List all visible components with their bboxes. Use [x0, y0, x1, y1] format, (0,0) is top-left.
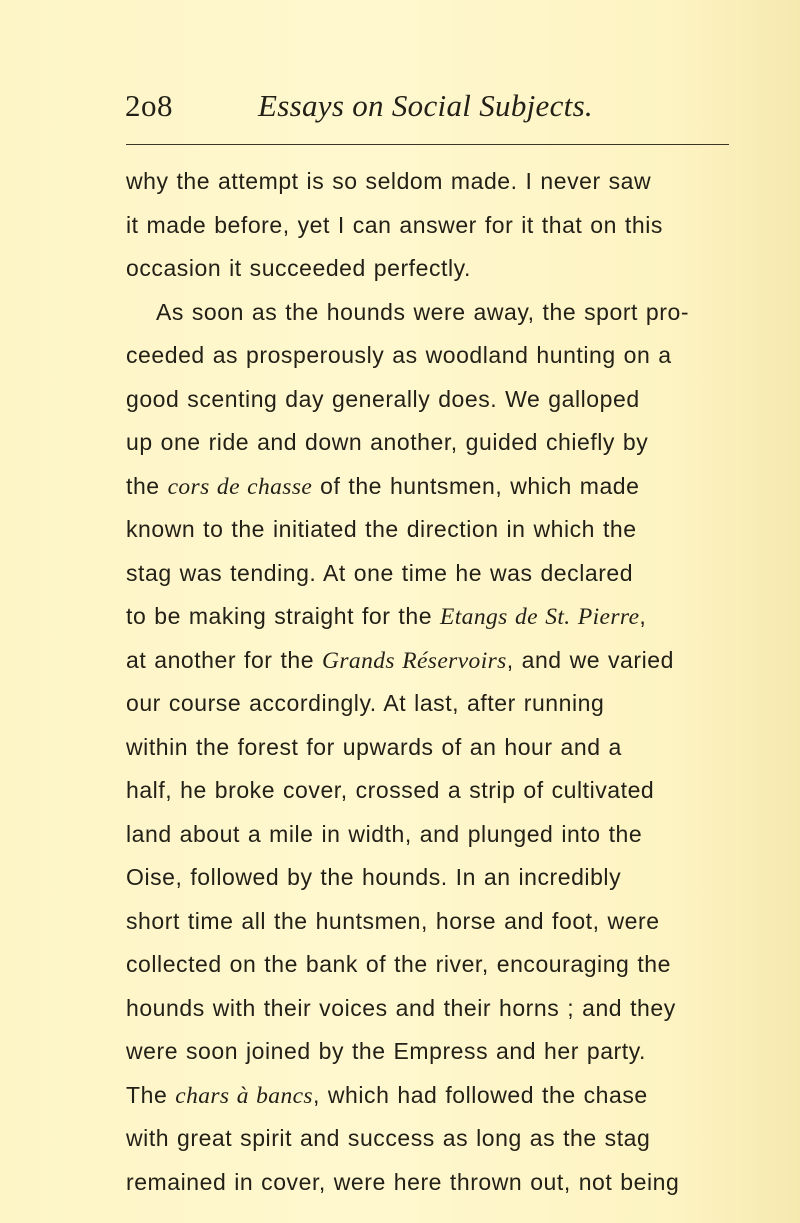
- text-line: ceeded as prosperously as woodland hunting on a: [126, 342, 672, 368]
- italic-phrase: chars à bancs: [175, 1082, 313, 1109]
- text-line: our course accordingly. At last, after running: [126, 690, 605, 716]
- header-rule: [126, 144, 729, 145]
- italic-phrase: cors de chasse: [167, 473, 313, 500]
- text-line: stag was tending. At one time he was declared: [126, 559, 634, 586]
- text-line: The chars à bancs, which had followed the chase: [126, 1081, 648, 1109]
- text-line: occasion it succeeded perfectly.: [126, 255, 471, 281]
- page-header: [0, 88, 800, 138]
- italic-phrase: Etangs de St. Pierre: [440, 604, 640, 630]
- text-line: short time all the huntsmen, horse and foot, were: [126, 907, 660, 934]
- text-line: at another for the Grands Réservoirs, and we varied: [126, 646, 674, 674]
- text-line: known to the initiated the direction in which the: [126, 516, 637, 542]
- body-text: [126, 160, 738, 1204]
- text-line: land about a mile in width, and plunged into the: [126, 820, 643, 847]
- page-number: 2o8: [125, 88, 173, 123]
- text-line: collected on the bank of the river, encouraging the: [126, 951, 671, 977]
- paragraph-start-line: As soon as the hounds were away, the sport pro-: [156, 298, 690, 325]
- text-line: remained in cover, were here thrown out, not being: [126, 1168, 680, 1195]
- text-line: to be making straight for the Etangs de St. Pierre,: [126, 603, 647, 630]
- italic-phrase: Grands Réservoirs: [322, 647, 507, 674]
- text-line: it made before, yet I can answer for it that on this: [126, 211, 663, 238]
- text-line: half, he broke cover, crossed a strip of cultivated: [126, 777, 655, 803]
- text-line: with great spirit and success as long as the stag: [126, 1125, 651, 1151]
- text-line: were soon joined by the Empress and her party.: [126, 1038, 646, 1064]
- text-line: good scenting day generally does. We galloped: [126, 385, 640, 412]
- text-line: up one ride and down another, guided chiefly by: [126, 429, 649, 455]
- text-line: the cors de chasse of the huntsmen, which made: [126, 472, 640, 500]
- running-title: Essays on Social Subjects.: [258, 88, 593, 123]
- text-line: hounds with their voices and their horns ; and they: [126, 994, 676, 1021]
- text-line: Oise, followed by the hounds. In an incredibly: [126, 864, 622, 890]
- text-line: why the attempt is so seldom made. I never saw: [126, 168, 652, 194]
- text-line: within the forest for upwards of an hour and a: [126, 733, 622, 760]
